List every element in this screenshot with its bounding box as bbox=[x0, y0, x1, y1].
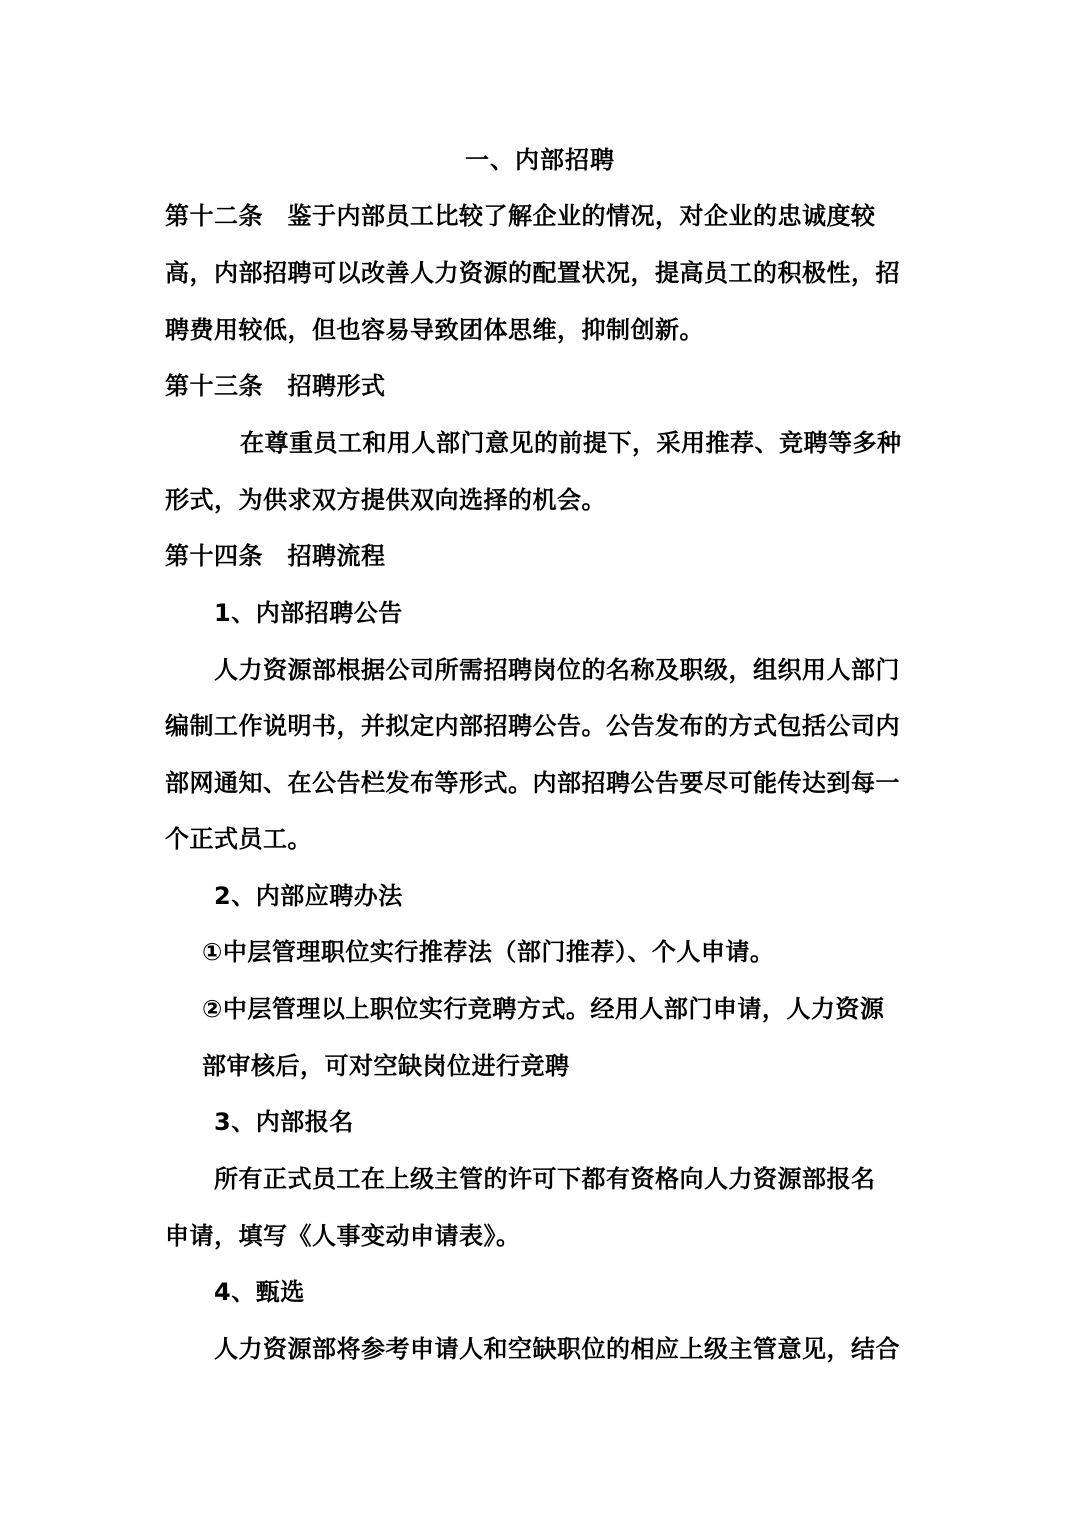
article-13-line-1: 在尊重员工和用人部门意见的前提下，采用推荐、竞聘等多种 bbox=[240, 429, 902, 457]
step-1-line-1: 人力资源部根据公司所需招聘岗位的名称及职级，组织用人部门 bbox=[214, 656, 900, 684]
article-12-line-2: 高，内部招聘可以改善人力资源的配置状况，提高员工的积极性，招 bbox=[165, 259, 900, 287]
step-2-heading: 2、内部应聘办法 bbox=[214, 882, 403, 910]
article-13-line-2: 形式，为供求双方提供双向选择的机会。 bbox=[165, 486, 606, 514]
step-1-line-4: 个正式员工。 bbox=[165, 825, 312, 853]
article-14-heading: 第十四条 招聘流程 bbox=[165, 542, 386, 570]
step-2-item-2-line-2: 部审核后，可对空缺岗位进行竞聘 bbox=[202, 1052, 570, 1080]
section-title: 一、内部招聘 bbox=[465, 146, 615, 174]
article-13-heading: 第十三条 招聘形式 bbox=[165, 372, 386, 400]
step-1-line-3: 部网通知、在公告栏发布等形式。内部招聘公告要尽可能传达到每一 bbox=[165, 769, 900, 797]
article-12-line-1: 第十二条 鉴于内部员工比较了解企业的情况，对企业的忠诚度较 bbox=[165, 202, 876, 230]
step-3-line-1: 所有正式员工在上级主管的许可下都有资格向人力资源部报名 bbox=[214, 1165, 876, 1193]
step-1-heading: 1、内部招聘公告 bbox=[214, 599, 403, 627]
article-12-line-3: 聘费用较低，但也容易导致团体思维，抑制创新。 bbox=[165, 316, 704, 344]
step-2-item-1: ①中层管理职位实行推荐法（部门推荐）、个人申请。 bbox=[202, 938, 775, 966]
step-4-heading: 4、甄选 bbox=[214, 1278, 305, 1306]
step-1-line-2: 编制工作说明书，并拟定内部招聘公告。公告发布的方式包括公司内 bbox=[165, 712, 900, 740]
step-4-line-1: 人力资源部将参考申请人和空缺职位的相应上级主管意见，结合 bbox=[214, 1335, 900, 1363]
step-3-heading: 3、内部报名 bbox=[214, 1108, 354, 1136]
step-2-item-2-line-1: ②中层管理以上职位实行竞聘方式。经用人部门申请，人力资源 bbox=[202, 995, 885, 1023]
step-3-line-2: 申请，填写《人事变动申请表》。 bbox=[165, 1222, 521, 1250]
